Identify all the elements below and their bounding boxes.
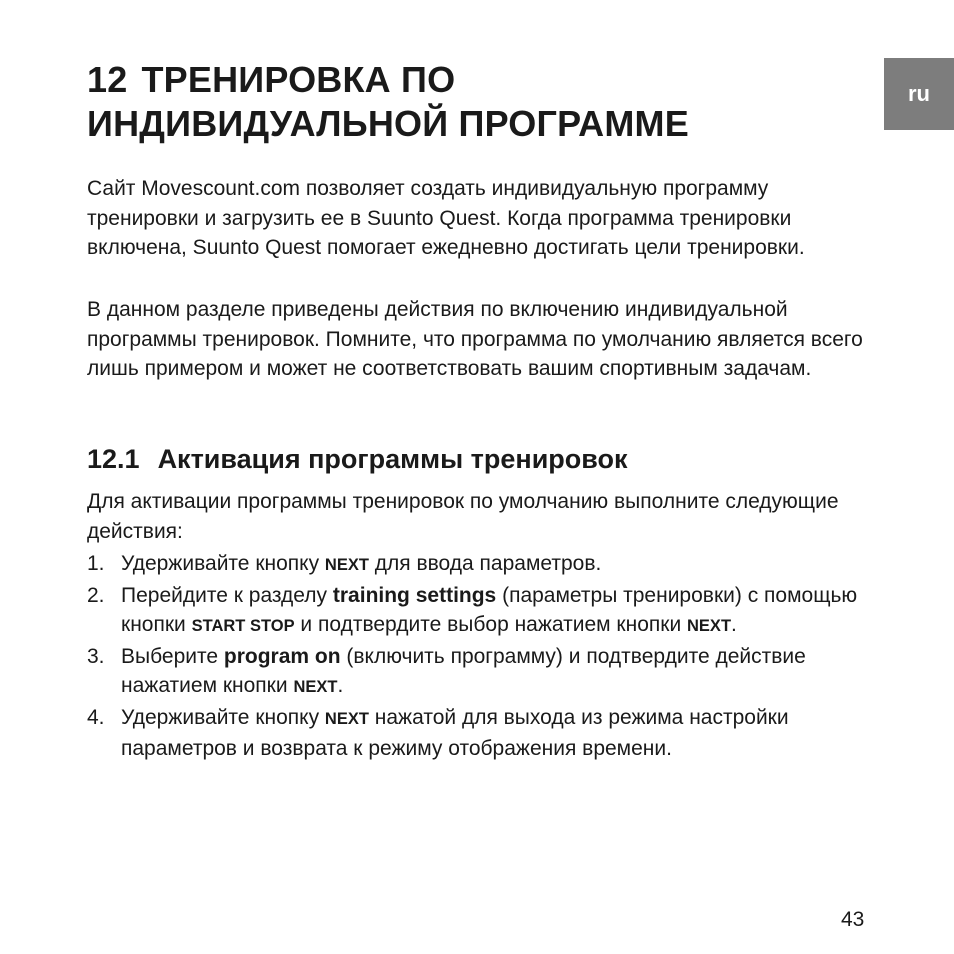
step-text: (включить программу) и подтвердите действие нажатием кнопки <box>121 644 806 697</box>
step-number: 3. <box>87 644 105 668</box>
button-name: NEXT <box>324 709 369 728</box>
step-text: Удерживайте кнопку <box>121 705 325 729</box>
section-number: 12.1 <box>87 444 140 474</box>
menu-term: program on <box>223 644 341 668</box>
steps-list <box>87 549 877 764</box>
button-name: START STOP <box>191 617 295 635</box>
list-item <box>87 642 877 703</box>
list-item <box>87 581 877 642</box>
list-item <box>87 703 877 764</box>
intro-paragraph-2: В данном разделе приведены действия по включению индивидуальной программы тренировок. Помните, что программа по умолчанию является всего лишь примером и может не соответствовать вашим спортивным задачам. <box>87 298 863 380</box>
language-tab: ru <box>884 58 954 130</box>
step-number: 1. <box>87 552 105 575</box>
section-title <box>87 441 628 477</box>
button-name: NEXT <box>324 556 369 574</box>
page-number: 43 <box>841 908 865 931</box>
step-number: 2. <box>87 583 105 607</box>
step-text: нажатой для выхода из режима настройки параметров и возврата к режиму отображения времени. <box>121 705 789 760</box>
chapter-title <box>87 58 689 146</box>
step-text: . <box>337 674 344 697</box>
section-title-text: Активация программы тренировок <box>157 444 628 474</box>
step-text: и подтвердите выбор нажатием кнопки <box>294 613 688 636</box>
step-number: 4. <box>87 705 105 729</box>
button-name: NEXT <box>293 678 338 696</box>
steps-intro: Для активации программы тренировок по умолчанию выполните следующие действия: <box>87 490 839 543</box>
chapter-title-line2: ИНДИВИДУАЛЬНОЙ ПРОГРАММЕ <box>87 103 689 144</box>
button-name: NEXT <box>687 617 732 635</box>
step-text: Выберите <box>121 644 224 668</box>
intro-paragraph-1: Сайт Movescount.com позволяет создать индивидуальную программу тренировки и загрузить ее в Suunto Quest. Когда программа тренировки включена, Suunto Quest помогает ежедневно достигать цели тренировки. <box>87 177 805 259</box>
step-text: для ввода параметров. <box>368 552 602 575</box>
menu-term: training settings <box>332 583 497 607</box>
list-item <box>87 549 877 581</box>
step-text: . <box>731 613 737 636</box>
chapter-number: 12 <box>87 59 128 100</box>
chapter-title-line1: ТРЕНИРОВКА ПО <box>141 59 456 100</box>
step-text: Удерживайте кнопку <box>121 552 325 575</box>
step-text: Перейдите к разделу <box>121 583 333 607</box>
step-text: (параметры тренировки) с помощью кнопки <box>121 583 858 636</box>
